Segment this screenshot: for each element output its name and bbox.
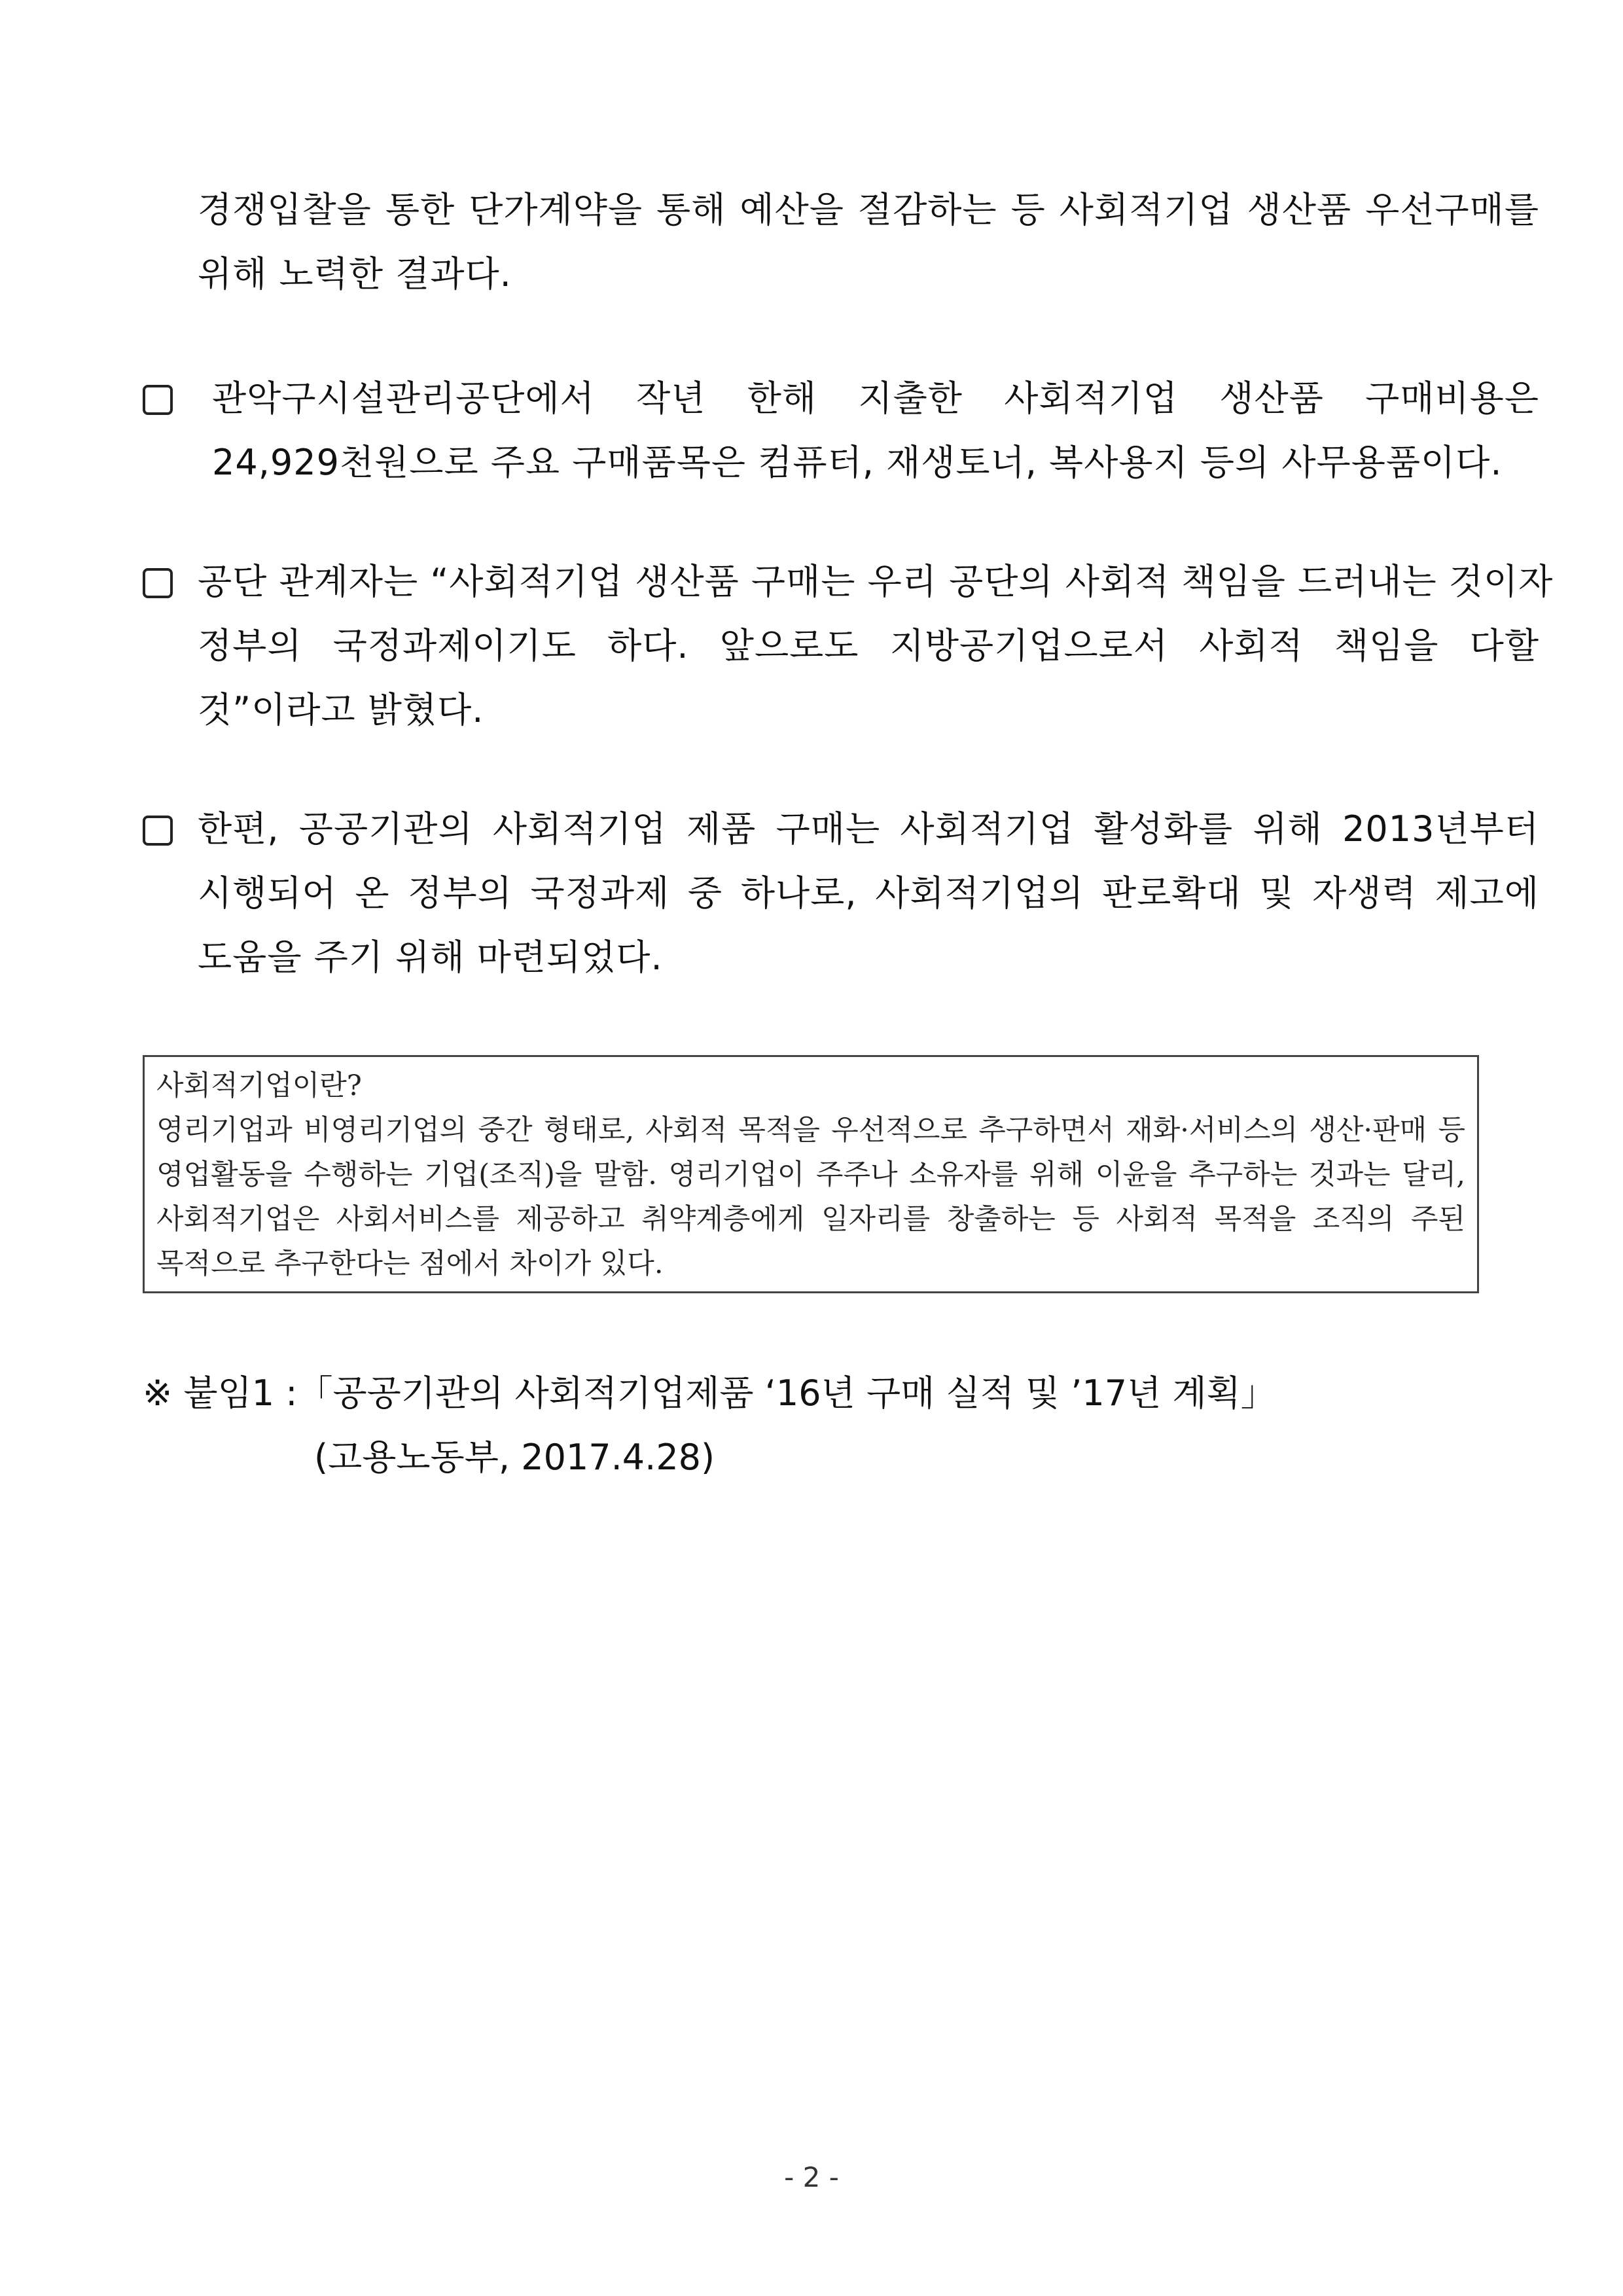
definition-title: 사회적기업이란? bbox=[156, 1069, 362, 1102]
paragraph-line: 공단 관계자는 “사회적기업 생산품 구매는 우리 공단의 사회적 책임을 드러내는 것이자 bbox=[198, 561, 1554, 602]
paragraph-line: 한편, 공공기관의 사회적기업 제품 구매는 사회적기업 활성화를 위해 2013년부터 bbox=[198, 808, 1539, 850]
attachment-source: (고용노동부, 2017.4.28) bbox=[314, 1437, 715, 1478]
attachment-note bbox=[143, 1361, 1276, 1490]
paragraph-continuation bbox=[143, 178, 1539, 306]
paragraph-line: 관악구시설관리공단에서 작년 한해 지출한 사회적기업 생산품 구매비용은 bbox=[212, 378, 1539, 419]
page-number: - 2 - bbox=[784, 2161, 839, 2193]
definition-box bbox=[143, 1055, 1479, 1293]
attachment-title: ※ 붙임1 :「공공기관의 사회적기업제품 ‘16년 구매 실적 및 ’17년 계획」 bbox=[143, 1372, 1276, 1414]
paragraph-official-comment bbox=[143, 550, 1554, 742]
paragraph-line: 시행되어 온 정부의 국정과제 중 하나로, 사회적기업의 판로확대 및 자생력 제고에 bbox=[198, 872, 1539, 914]
definition-line: 영업활동을 수행하는 기업(조직)을 말함. 영리기업이 주주나 소유자를 위해 이윤을 추구하는 것과는 달리, bbox=[156, 1158, 1465, 1191]
paragraph-line: 것”이라고 밝혔다. bbox=[198, 689, 484, 730]
paragraph-purchase-cost bbox=[143, 367, 1539, 495]
paragraph-line: 도움을 주기 위해 마련되었다. bbox=[198, 937, 663, 978]
paragraph-line: 24,929천원으로 주요 구매품목은 컴퓨터, 재생토너, 복사용지 등의 사무용품이다. bbox=[212, 442, 1503, 483]
definition-line: 영리기업과 비영리기업의 중간 형태로, 사회적 목적을 우선적으로 추구하면서 재화·서비스의 생산·판매 등 bbox=[156, 1114, 1465, 1147]
definition-line: 사회적기업은 사회서비스를 제공하고 취약계층에게 일자리를 창출하는 등 사회적 목적을 조직의 주된 bbox=[156, 1203, 1465, 1236]
paragraph-line: 경쟁입찰을 통한 단가계약을 통해 예산을 절감하는 등 사회적기업 생산품 우선구매를 bbox=[198, 189, 1539, 230]
definition-line: 목적으로 추구한다는 점에서 차이가 있다. bbox=[156, 1247, 664, 1280]
paragraph-background bbox=[143, 797, 1539, 990]
paragraph-line: 위해 노력한 결과다. bbox=[198, 253, 512, 295]
paragraph-line: 정부의 국정과제이기도 하다. 앞으로도 지방공기업으로서 사회적 책임을 다할 bbox=[198, 625, 1539, 666]
